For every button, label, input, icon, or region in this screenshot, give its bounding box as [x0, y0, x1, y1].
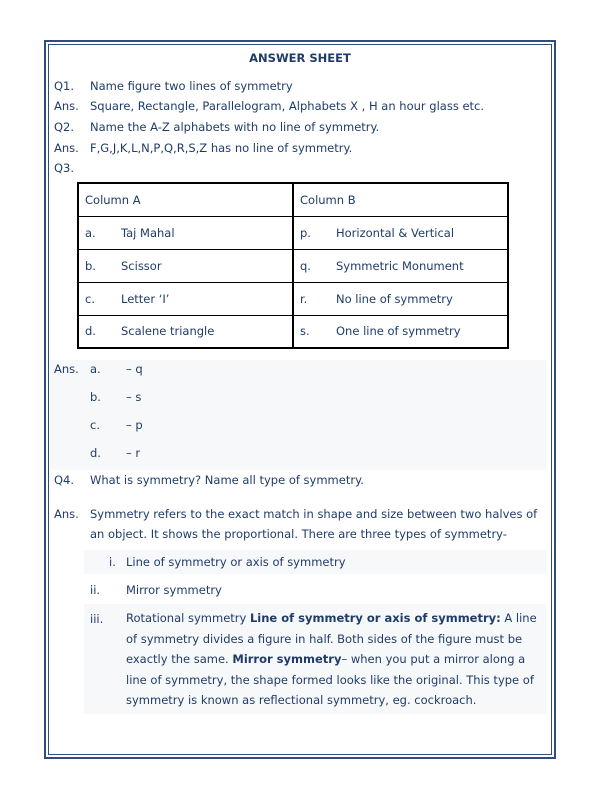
column-b-header: Column B — [293, 183, 508, 216]
q2-text: Name the A-Z alphabets with no line of symmetry. — [90, 120, 380, 134]
sheet-title: ANSWER SHEET — [249, 51, 351, 65]
list-item: Mirror symmetry — [126, 583, 222, 597]
row-letter: p. — [300, 225, 311, 240]
row-letter: s. — [300, 324, 310, 339]
a3-letter: c. — [90, 418, 100, 432]
q1-label: Q1. — [54, 79, 75, 93]
a3-value: – r — [126, 446, 141, 460]
row-letter: a. — [85, 225, 96, 240]
q4-text: What is symmetry? Name all type of symmetry. — [90, 473, 364, 487]
row-item: Horizontal & Vertical — [336, 225, 455, 240]
row-item: Symmetric Monument — [336, 258, 464, 273]
iii-text-end: – when you put a mirror along a line of symmetry, the shape formed looks like the original. This type of symmetry is known as reflectional symmetry, eg. cockroach. — [126, 652, 534, 707]
row-item: Letter ‘I’ — [121, 291, 170, 306]
row-letter: b. — [85, 258, 96, 273]
table-row — [78, 315, 508, 348]
iii-bold-2: Mirror symmetry — [232, 652, 342, 666]
column-a-header: Column A — [78, 183, 293, 216]
list-num: i. — [109, 555, 116, 569]
table-row — [78, 282, 508, 315]
row-item: Scissor — [121, 258, 162, 273]
q2-label: Q2. — [54, 120, 75, 134]
list-num: ii. — [90, 583, 101, 597]
q3-label: Q3. — [54, 161, 75, 175]
row-letter: q. — [300, 258, 311, 273]
q4-label: Q4. — [54, 473, 75, 487]
row-letter: d. — [85, 324, 96, 339]
a1-label: Ans. — [54, 99, 79, 113]
q1-text: Name figure two lines of symmetry — [90, 79, 293, 93]
list-item-iii — [126, 608, 546, 711]
a3-value: – s — [126, 390, 142, 404]
a3-value: – p — [126, 418, 143, 432]
a3-label: Ans. — [54, 362, 79, 376]
row-item: Scalene triangle — [121, 324, 215, 339]
iii-text-mid: A line of symmetry divides a figure in half. Both sides of the figure must be exactly the same. — [126, 611, 537, 666]
a3-letter: b. — [90, 390, 101, 404]
a2-label: Ans. — [54, 141, 79, 155]
a4-paragraph: Symmetry refers to the exact match in shape and size between two halves of an object. It shows the proportional. There are three types of symmetry- — [90, 507, 538, 541]
table-header-row — [78, 183, 508, 216]
answer-3-shade — [50, 360, 546, 470]
list-num: iii. — [90, 612, 104, 626]
iii-bold-1: Line of symmetry or axis of symmetry: — [249, 611, 501, 625]
row-item: Taj Mahal — [121, 225, 175, 240]
a2-text: F,G,J,K,L,N,P,Q,R,S,Z has no line of symmetry. — [90, 141, 353, 155]
row-letter: r. — [300, 291, 308, 306]
a3-letter: d. — [90, 446, 101, 460]
a4-label: Ans. — [54, 507, 79, 521]
list-item: Line of symmetry or axis of symmetry — [126, 555, 346, 569]
iii-text-start: Rotational symmetry — [126, 611, 250, 625]
table-row — [78, 216, 508, 249]
a3-letter: a. — [90, 362, 101, 376]
a3-value: – q — [126, 362, 143, 376]
matching-table — [77, 182, 509, 349]
table-row — [78, 249, 508, 282]
row-item: No line of symmetry — [336, 291, 453, 306]
row-item: One line of symmetry — [336, 324, 461, 339]
row-letter: c. — [85, 291, 95, 306]
a1-text: Square, Rectangle, Parallelogram, Alphabets X , H an hour glass etc. — [90, 99, 485, 113]
